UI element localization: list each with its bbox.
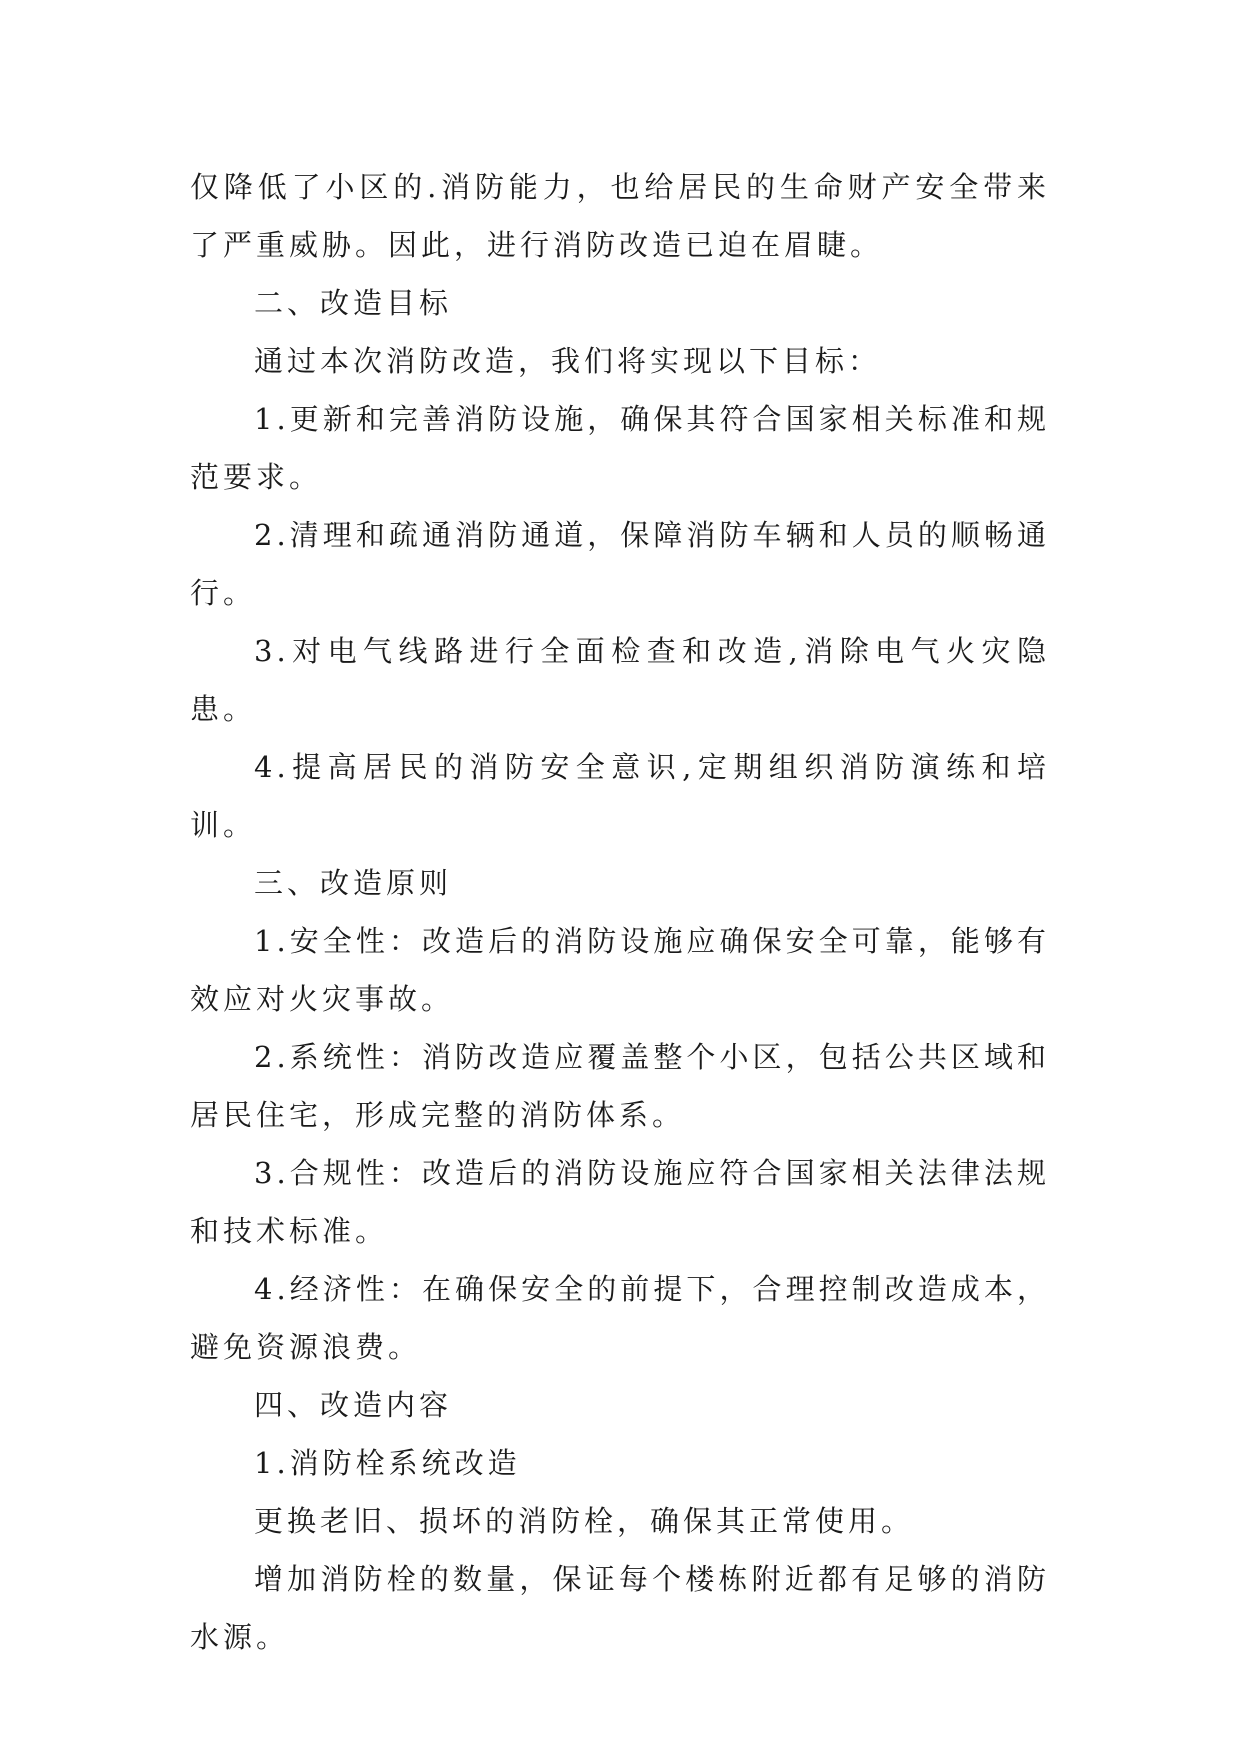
list-item: 3.对电气线路进行全面检查和改造,消除电气火灾隐患。 — [190, 634, 1050, 726]
paragraph: 更换老旧、损坏的消防栓，确保其正常使用。 — [254, 1504, 915, 1538]
paragraph: 通过本次消防改造，我们将实现以下目标： — [254, 344, 882, 378]
list-item: 3.合规性：改造后的消防设施应符合国家相关法律法规和技术标准。 — [190, 1156, 1050, 1248]
paragraph: 仅降低了小区的.消防能力，也给居民的生命财产安全带来了严重威胁。因此，进行消防改造已迫在眉睫。 — [190, 170, 1050, 262]
subsection-heading: 1.消防栓系统改造 — [254, 1446, 521, 1480]
list-item: 1.安全性：改造后的消防设施应确保安全可靠，能够有效应对火灾事故。 — [190, 924, 1050, 1016]
list-item: 4.提高居民的消防安全意识,定期组织消防演练和培训。 — [190, 750, 1050, 842]
list-item: 1.更新和完善消防设施，确保其符合国家相关标准和规范要求。 — [190, 402, 1050, 494]
list-item: 4.经济性：在确保安全的前提下，合理控制改造成本，避免资源浪费。 — [190, 1272, 1050, 1364]
list-item: 2.系统性：消防改造应覆盖整个小区，包括公共区域和居民住宅，形成完整的消防体系。 — [190, 1040, 1050, 1132]
paragraph: 增加消防栓的数量，保证每个楼栋附近都有足够的消防水源。 — [190, 1562, 1050, 1654]
document-page — [190, 158, 1050, 1666]
list-item: 2.清理和疏通消防通道，保障消防车辆和人员的顺畅通行。 — [190, 518, 1050, 610]
section-heading: 四、改造内容 — [254, 1388, 453, 1422]
section-heading: 二、改造目标 — [254, 286, 453, 320]
section-heading: 三、改造原则 — [254, 866, 453, 900]
